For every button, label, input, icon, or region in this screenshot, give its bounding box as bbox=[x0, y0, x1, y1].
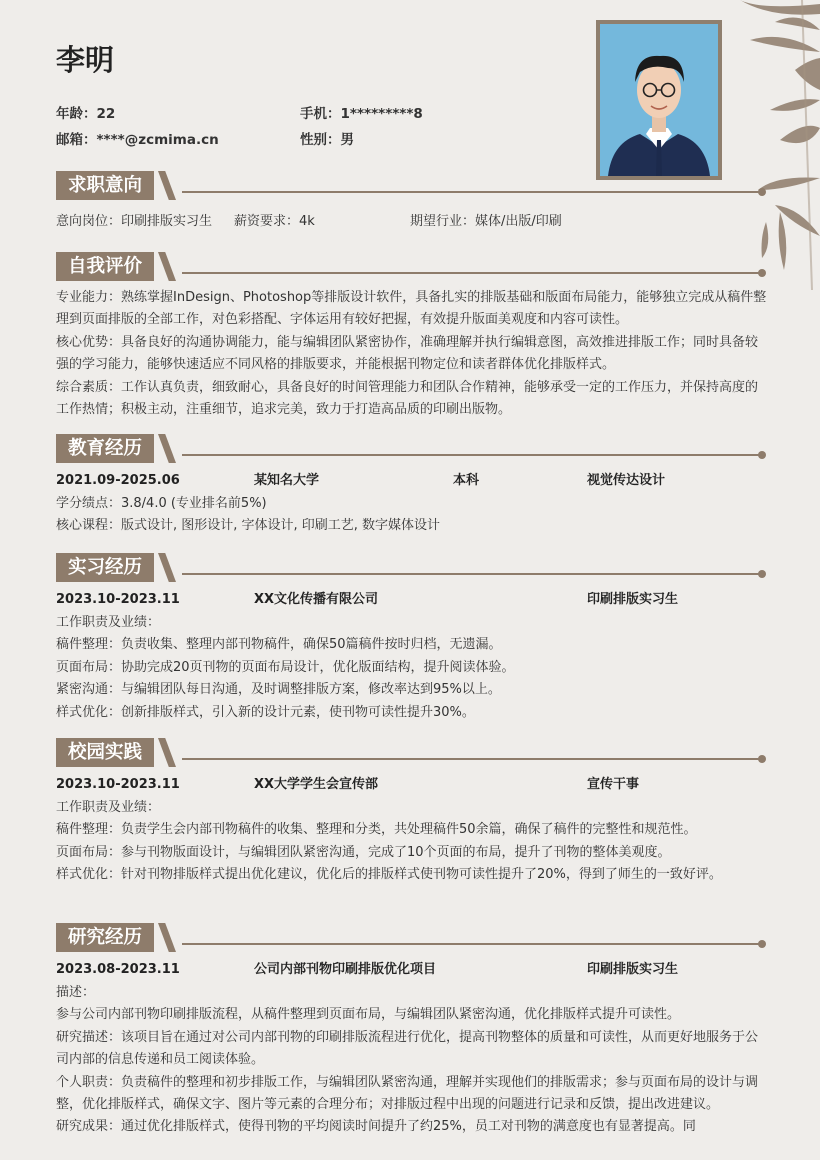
campus-line: 工作职责及业绩： bbox=[56, 800, 161, 815]
section-dot bbox=[758, 451, 766, 459]
section-slash bbox=[158, 738, 176, 767]
campus-line: 稿件整理：负责学生会内部刊物稿件的收集、整理和分类，共处理稿件50余篇，确保了稿件的完整性和规范性。 bbox=[56, 822, 697, 838]
section-dot bbox=[758, 570, 766, 578]
internship-line: 样式优化：创新排版样式，引入新的设计元素，使刊物可读性提升30%。 bbox=[56, 704, 475, 720]
internship-date: 2023.10-2023.11 bbox=[56, 592, 180, 607]
section-header-self-eval bbox=[56, 252, 766, 281]
research-line: 描述： bbox=[56, 985, 96, 1000]
education-school: 某知名大学 bbox=[254, 473, 320, 488]
campus-details bbox=[56, 797, 768, 887]
profile-photo bbox=[596, 20, 722, 180]
self-eval-text bbox=[56, 287, 768, 421]
education-date: 2021.09-2025.06 bbox=[56, 473, 180, 488]
campus-line: 样式优化：针对刊物排版样式提出优化建议，优化后的排版样式使刊物可读性提升了20%，得到了师生的一致好评。 bbox=[56, 867, 722, 883]
internship-line: 工作职责及业绩： bbox=[56, 615, 161, 630]
education-degree: 本科 bbox=[453, 473, 480, 488]
section-title-campus: 校园实践 bbox=[56, 738, 154, 767]
self-eval-paragraph: 核心优势：具备良好的沟通协调能力，能与编辑团队紧密协作，准确理解并执行编辑意图，高效推进排版工作；同时具备较强的学习能力，能够快速适应不同风格的排版要求，并能根据刊物定位和读者群体优化排版样式。 bbox=[56, 334, 759, 373]
section-title-education: 教育经历 bbox=[56, 434, 154, 463]
internship-line: 页面布局：协助完成20页刊物的页面布局设计，优化版面结构，提升阅读体验。 bbox=[56, 659, 515, 675]
section-divider bbox=[182, 758, 762, 760]
intent-salary: 薪资要求：4k bbox=[234, 214, 315, 229]
education-line: 学分绩点：3.8/4.0 (专业排名前5%) bbox=[56, 496, 267, 511]
section-dot bbox=[758, 269, 766, 277]
internship-role: 印刷排版实习生 bbox=[587, 592, 679, 607]
intent-position: 意向岗位：印刷排版实习生 bbox=[56, 214, 213, 229]
section-slash bbox=[158, 553, 176, 582]
section-slash bbox=[158, 252, 176, 281]
self-eval-paragraph: 综合素质：工作认真负责，细致耐心，具备良好的时间管理能力和团队合作精神，能够承受一定的工作压力，并保持高度的工作热情；积极主动，注重细节，追求完美，致力于打造高品质的印刷出版物。 bbox=[56, 379, 759, 418]
section-title-intent: 求职意向 bbox=[56, 171, 154, 200]
research-date: 2023.08-2023.11 bbox=[56, 962, 180, 977]
section-header-campus bbox=[56, 738, 766, 767]
section-slash bbox=[158, 171, 176, 200]
section-header-education bbox=[56, 434, 766, 463]
section-divider bbox=[182, 272, 762, 274]
email-info: 邮箱：****@zcmima.cn bbox=[56, 132, 219, 148]
campus-date: 2023.10-2023.11 bbox=[56, 777, 180, 792]
section-dot bbox=[758, 940, 766, 948]
phone-info: 手机：1*********8 bbox=[300, 106, 423, 122]
section-divider bbox=[182, 454, 762, 456]
section-dot bbox=[758, 755, 766, 763]
gender-info: 性别：男 bbox=[300, 132, 354, 148]
education-major: 视觉传达设计 bbox=[587, 473, 666, 488]
research-details bbox=[56, 982, 768, 1139]
section-title-internship: 实习经历 bbox=[56, 553, 154, 582]
research-line: 参与公司内部刊物印刷排版流程，从稿件整理到页面布局，与编辑团队紧密沟通，优化排版样式提升可读性。 bbox=[56, 1007, 681, 1023]
section-divider bbox=[182, 191, 762, 193]
campus-line: 页面布局：参与刊物版面设计，与编辑团队紧密沟通，完成了10个页面的布局，提升了刊物的整体美观度。 bbox=[56, 844, 671, 860]
internship-line: 稿件整理：负责收集、整理内部刊物稿件，确保50篇稿件按时归档，无遗漏。 bbox=[56, 637, 502, 653]
campus-role: 宣传干事 bbox=[587, 777, 640, 792]
section-dot bbox=[758, 188, 766, 196]
section-slash bbox=[158, 434, 176, 463]
section-divider bbox=[182, 943, 762, 945]
section-title-self-eval: 自我评价 bbox=[56, 252, 154, 281]
candidate-name: 李明 bbox=[56, 43, 115, 77]
section-header-internship bbox=[56, 553, 766, 582]
internship-org: XX文化传播有限公司 bbox=[254, 592, 379, 607]
research-line: 研究描述：该项目旨在通过对公司内部刊物的印刷排版流程进行优化，提高刊物整体的质量和可读性，从而更好地服务于公司内部的信息传递和员工阅读体验。 bbox=[56, 1029, 759, 1068]
education-line: 核心课程：版式设计, 图形设计, 字体设计, 印刷工艺, 数字媒体设计 bbox=[56, 518, 441, 534]
section-header-intent bbox=[56, 171, 766, 200]
campus-org: XX大学学生会宣传部 bbox=[254, 777, 379, 792]
education-details bbox=[56, 493, 768, 538]
research-project: 公司内部刊物印刷排版优化项目 bbox=[254, 962, 437, 977]
self-eval-paragraph: 专业能力：熟练掌握InDesign、Photoshop等排版设计软件，具备扎实的排版基础和版面布局能力，能够独立完成从稿件整理到页面排版的全部工作，对色彩搭配、字体运用有较好把握，有效提升版面美观度和内容可读性。 bbox=[56, 290, 767, 328]
research-line: 研究成果：通过优化排版样式，使得刊物的平均阅读时间提升了约25%，员工对刊物的满意度也有显著提高。同 bbox=[56, 1119, 696, 1135]
section-header-research bbox=[56, 923, 766, 952]
section-title-research: 研究经历 bbox=[56, 923, 154, 952]
age-info: 年龄：22 bbox=[56, 106, 116, 122]
section-divider bbox=[182, 573, 762, 575]
intent-industry: 期望行业：媒体/出版/印刷 bbox=[410, 214, 562, 229]
internship-details bbox=[56, 612, 768, 724]
research-line: 个人职责：负责稿件的整理和初步排版工作，与编辑团队紧密沟通，理解并实现他们的排版需求；参与页面布局的设计与调整，优化排版样式，确保文字、图片等元素的合理分布；对排版过程中出现的问题进行记录和反馈，提出改进建议。 bbox=[56, 1074, 759, 1113]
section-slash bbox=[158, 923, 176, 952]
internship-line: 紧密沟通：与编辑团队每日沟通，及时调整排版方案，修改率达到95%以上。 bbox=[56, 682, 501, 698]
research-role: 印刷排版实习生 bbox=[587, 962, 679, 977]
